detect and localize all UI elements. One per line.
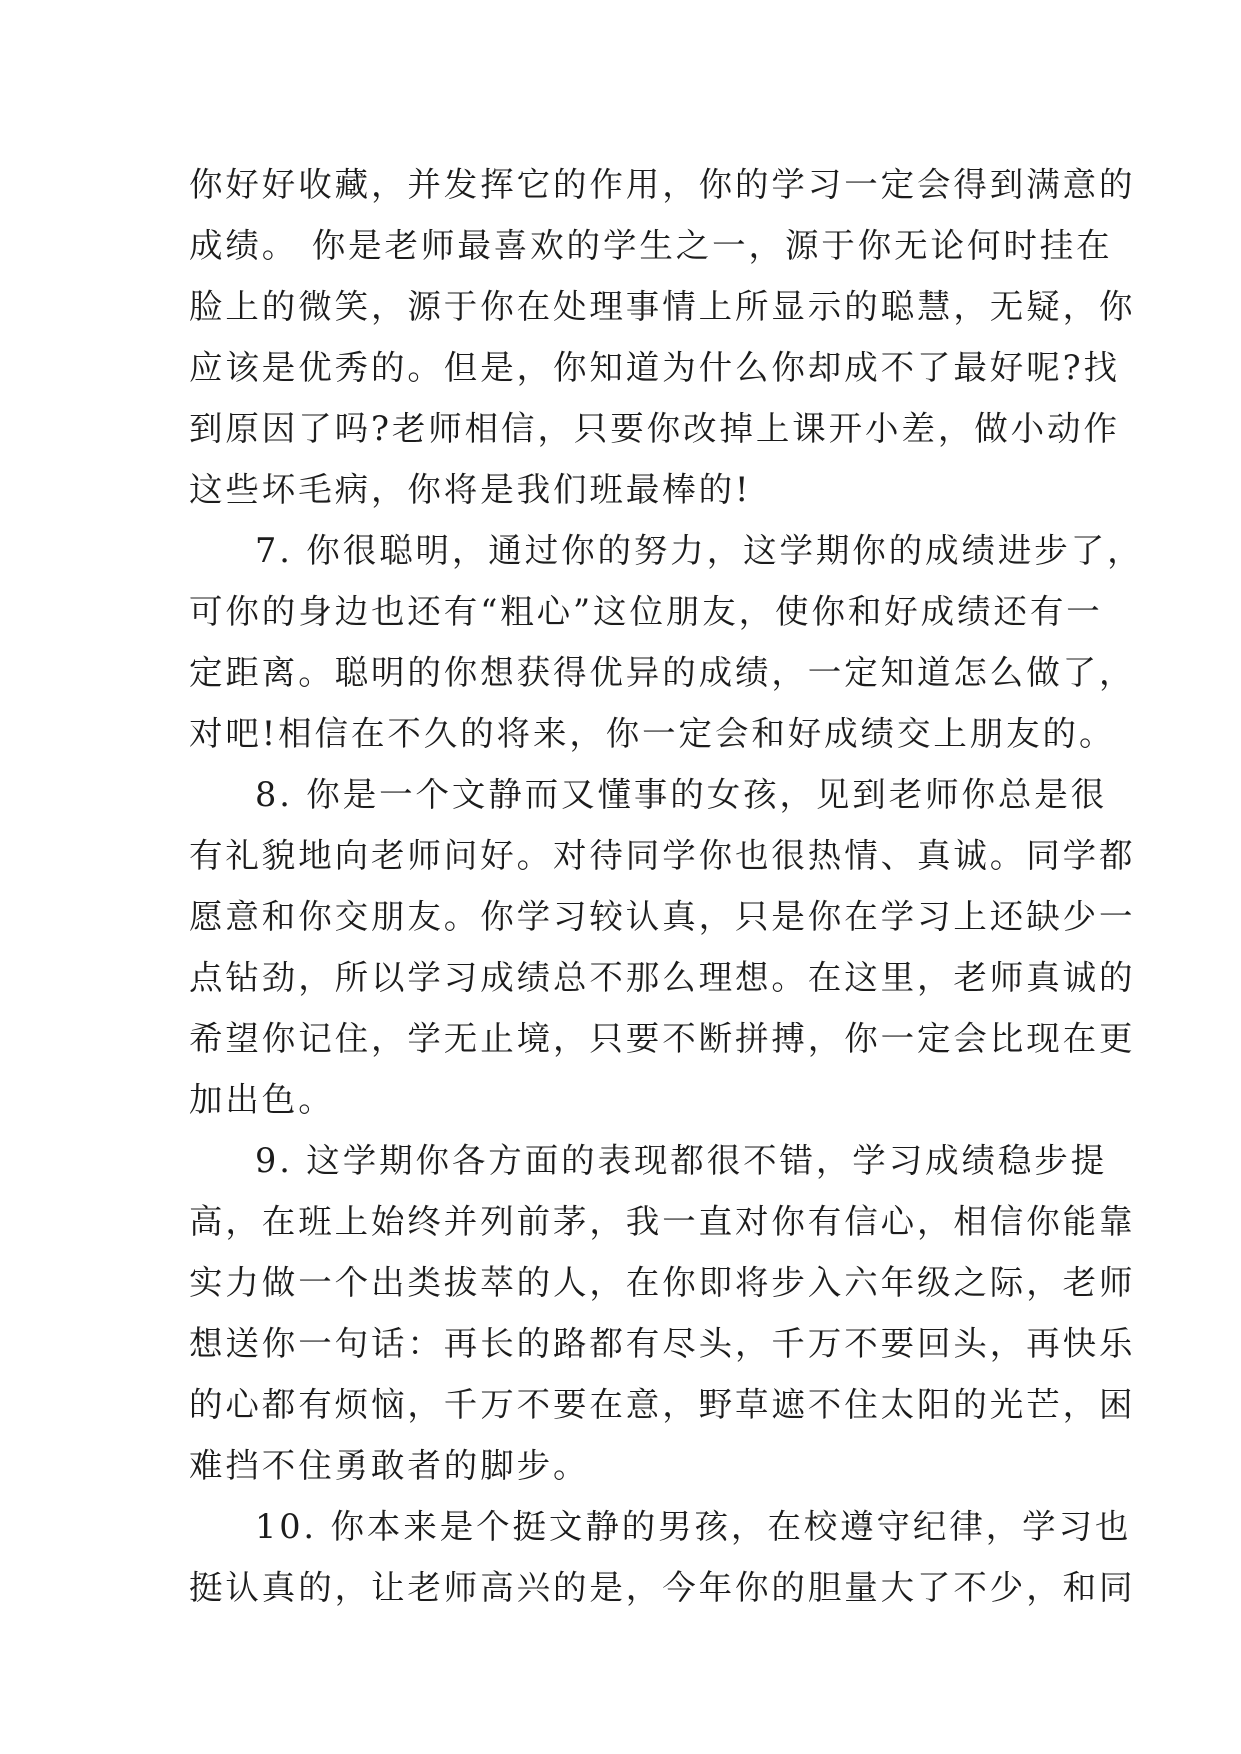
text-line: 挺认真的，让老师高兴的是，今年你的胆量大了不少，和同	[189, 1568, 1136, 1607]
paragraph-item-7	[189, 520, 1144, 764]
text-line: 9. 这学期你各方面的表现都很不错，学习成绩稳步提	[255, 1141, 1108, 1180]
text-line: 7. 你很聪明，通过你的努力，这学期你的成绩进步了，	[255, 531, 1144, 570]
text-line: 脸上的微笑，源于你在处理事情上所显示的聪慧，无疑，你	[189, 287, 1136, 326]
paragraph-item-9	[189, 1130, 1136, 1496]
text-line: 希望你记住，学无止境，只要不断拼搏，你一定会比现在更	[189, 1019, 1136, 1058]
text-line: 8. 你是一个文静而又懂事的女孩，见到老师你总是很	[255, 775, 1108, 814]
text-line: 这些坏毛病，你将是我们班最棒的!	[189, 470, 752, 509]
text-line: 实力做一个出类拔萃的人，在你即将步入六年级之际，老师	[189, 1263, 1136, 1302]
document-body	[189, 154, 1144, 1618]
paragraph-item-10	[189, 1496, 1136, 1618]
text-line: 的心都有烦恼，千万不要在意，野草遮不住太阳的光芒，困	[189, 1385, 1136, 1424]
text-line: 到原因了吗?老师相信，只要你改掉上课开小差，做小动作	[189, 409, 1120, 448]
text-line: 有礼貌地向老师问好。对待同学你也很热情、真诚。同学都	[189, 836, 1136, 875]
text-line: 点钻劲，所以学习成绩总不那么理想。在这里，老师真诚的	[189, 958, 1136, 997]
paragraph-continued	[189, 154, 1136, 520]
text-line: 想送你一句话：再长的路都有尽头，千万不要回头，再快乐	[189, 1324, 1136, 1363]
text-line: 你好好收藏，并发挥它的作用，你的学习一定会得到满意的	[189, 165, 1136, 204]
text-line: 10. 你本来是个挺文静的男孩，在校遵守纪律，学习也	[255, 1507, 1132, 1546]
text-line: 定距离。聪明的你想获得优异的成绩，一定知道怎么做了，	[189, 653, 1136, 692]
text-line: 愿意和你交朋友。你学习较认真，只是你在学习上还缺少一	[189, 897, 1136, 936]
text-line: 成绩。 你是老师最喜欢的学生之一，源于你无论何时挂在	[189, 226, 1113, 265]
text-line: 应该是优秀的。但是，你知道为什么你却成不了最好呢?找	[189, 348, 1120, 387]
text-line: 难挡不住勇敢者的脚步。	[189, 1446, 590, 1485]
text-line: 加出色。	[189, 1080, 335, 1119]
text-line: 高，在班上始终并列前茅，我一直对你有信心，相信你能靠	[189, 1202, 1136, 1241]
paragraph-item-8	[189, 764, 1136, 1130]
text-line: 可你的身边也还有“粗心”这位朋友，使你和好成绩还有一	[189, 592, 1103, 631]
text-line: 对吧!相信在不久的将来，你一定会和好成绩交上朋友的。	[189, 714, 1116, 753]
